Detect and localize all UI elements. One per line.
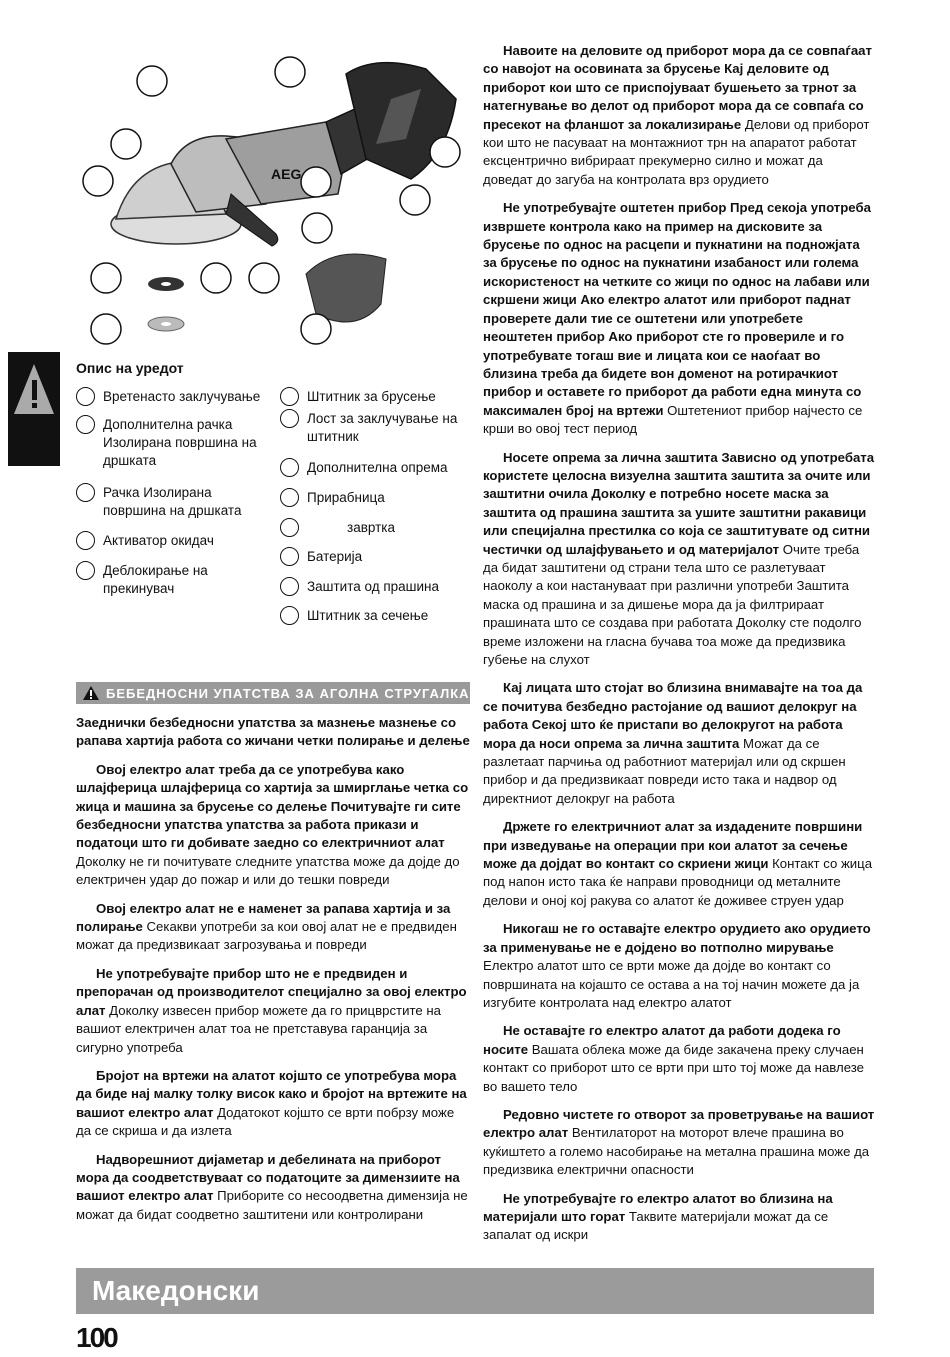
- callout-circle-icon: [280, 577, 299, 596]
- paragraph: Надворешниот дијаметар и дебелината на приборот мора да соодветствуваат со податоците за димензиите на вашиот електро алат Приборите со несоодветна димензија не можат да бидат соодветно заштитени или контролирани: [76, 1151, 468, 1222]
- warning-side-tab: [8, 352, 60, 466]
- part-item: [280, 489, 470, 507]
- callout-circle-icon: [280, 518, 299, 537]
- paragraph: Заеднички безбедносни упатства за мазнење мазнење со рапава хартија работа со жичани четки полирање и делење: [76, 715, 470, 749]
- page-number: 100: [76, 1322, 117, 1353]
- paragraph: Носете опрема за лична заштита Зависно од употребата користете целосна визуелна заштита заштита за очите или заштитни очила Доколку е потребно носете маска за заштита од прашина заштита за ушите заштитни ракавици или специјална престилка со која се заштитувате од ситни честички од шлајфувањето и од материјалот Очите треба да бидат заштитени од страни тела што се разлетуваат наоколу а кои настануваат при различни употреби Заштита маска од прашина и за дишење мора да ја филтрираат прашината што се создава при работата Доколку сте подолго време изложени на гласна бучава тоа може да предизвика губење на слухот: [483, 449, 875, 667]
- part-label: Штитник за брусење: [307, 389, 436, 404]
- paragraph: Овој електро алат не е наменет за рапава хартија и за полирање Секакви употреби за кои овој алат не е предвиден можат да предизвикаат загрозувања и повреди: [76, 900, 457, 953]
- part-label: Рачка Изолирана површина на дршката: [103, 485, 242, 518]
- safety-banner: [76, 682, 470, 704]
- callout-circle-icon: [280, 409, 299, 428]
- paragraph: Никогаш не го оставајте електро орудието ако орудието за применување не е дојдено во потполно мирување Електро алатот што се врти може да дојде во контакт со површината на којашто се остава а на тој начин можете да ја изгубите контролата над електро алатот: [483, 921, 871, 1010]
- parts-list: [76, 388, 470, 668]
- paragraph: Не оставајте го електро алатот да работи додека го носите Вашата облека може да биде закачена преку случаен контакт со приборот што се врти при што тој може да навлезе во вашето тело: [483, 1023, 864, 1094]
- part-label: Прирабница: [307, 490, 385, 505]
- paragraph: Редовно чистете го отворот за проветрување на вашиот електро алат Вентилаторот на моторот влече прашина во куќиштето а големо насобирање на метална прашина може да предизвика електрични опасности: [483, 1106, 875, 1178]
- part-item: [280, 578, 470, 596]
- part-item: [76, 484, 276, 520]
- left-text: [76, 714, 470, 1224]
- part-label: Активатор окидач: [103, 533, 214, 548]
- callout-circle-icon: [76, 387, 95, 406]
- left-column: [76, 360, 470, 1234]
- part-label: Дополнителна опрема: [307, 460, 448, 475]
- part-label: Заштита од прашина: [307, 579, 440, 594]
- warning-icon: [82, 685, 100, 701]
- part-label: Деблокирање на прекинувач: [103, 563, 208, 596]
- language-footer: [76, 1268, 874, 1314]
- product-illustration: [76, 44, 476, 354]
- part-item: [280, 519, 470, 537]
- part-item: [280, 607, 470, 625]
- part-label: завртка: [347, 520, 395, 535]
- part-label: Штитник за сечење: [307, 608, 429, 623]
- callout-circle-icon: [76, 415, 95, 434]
- section-title: Опис на уредот: [76, 360, 184, 376]
- callout-circle-icon: [76, 561, 95, 580]
- part-label: Вретенасто заклучување: [103, 389, 261, 404]
- part-item: [280, 548, 470, 566]
- callout-circle-icon: [280, 387, 299, 406]
- part-item: [280, 410, 470, 446]
- footer-language-label: Македонски: [92, 1275, 260, 1306]
- part-label: Дополнителна рачка Изолирана површина на дршката: [103, 417, 257, 468]
- paragraph: Навоите на деловите од приборот мора да се совпаѓаат со навојот на осовината за брусење Кај деловите од приборот кои што се приспојуваат бушењето за трнот за натегнување во делот од приборот мора да се совпаѓа со пресекот на фланшот за локализирање Делови од прибoрот кои што не пасуваат на монтажниот трн на апаратот работат ексцентрично вибрираат прекумерно силно и можат да доведат до загуба на контролата врз орудието: [483, 43, 872, 187]
- paragraph: Не употребувајте го електро алатот во близина на материјали што горат Таквите материјали можат да се запалат од искри: [483, 1190, 833, 1243]
- paragraph: Овој електро алат треба да се употребува како шлајферица шлајферица со хартија за шмирглање четка со жица и машина за брусење со делење Почитувајте ги сите безбедносни упатства упатства за работа прикази и податоци што ги добивате заедно со електричниот алат Доколку не ги почитувате следните упатства може да дојде до електричен удар до пожар и или до тешки повреди: [76, 761, 469, 888]
- paragraph: Не употребувајте прибор што не е предвиден и препорачан од производителот специјално за овој електро алат Доколку извесен прибор можете да го прицврстите на вашиот електричен алат тоа не претставува гаранција за сигурно употреба: [76, 965, 467, 1055]
- part-item: [76, 416, 276, 470]
- brand-logo: AEG: [271, 166, 302, 182]
- paragraph: Бројот на вртежи на алатот којшто се употребува мора да биде нај малку толку висок како и бројот на вртежите на вашиот електро алат Додатокот којштo се врти побрзу може да се скриша и да излета: [76, 1067, 467, 1139]
- part-item: [280, 388, 470, 406]
- right-column: [483, 42, 875, 1255]
- warning-triangle-icon: [12, 358, 56, 418]
- callout-circle-icon: [280, 547, 299, 566]
- callout-circle-icon: [280, 606, 299, 625]
- callout-circle-icon: [76, 483, 95, 502]
- paragraph: Не употребувајте оштетен прибор Пред секоја употреба извршете контрола како на пример на дисковите за брусење по однос на расцепи и пукнатини на подножјата за брусење по однос на пукнатини изабаност или голема искористеност на четките со жици по однос на лабави или скршени жици Ако електро алатот или приборот паднат проверете дали тие се оштетени или употребете неоштетен прибор Ако приборот сте го провериле и го употребувате тогаш вие и лицата кои се наоѓаат во близина треба да бидете вон доменот на ротирачкиот прибор и оставете го приборот да работи една минута со максимален број на вртежи Оштетениот прибор најчесто се крши во овој тест период: [483, 200, 871, 437]
- banner-title: БЕБЕДНОСНИ УПАТСТВА ЗА АГОЛНА СТРУГАЛКА: [106, 685, 470, 701]
- callout-circle-icon: [76, 531, 95, 550]
- part-item: [76, 532, 276, 550]
- paragraph: Држете го електричниот алат за издадените површини при изведување на операции при кои алатот за сечење може да дојдат во контакт со скриени жици Контакт со жица под напон исто така ќе направи проводници од металните делови и оној кој ракува со алатот ќе доживее струен удар: [483, 819, 873, 908]
- part-item: [76, 388, 276, 406]
- part-item: [280, 459, 470, 477]
- callout-circle-icon: [280, 458, 299, 477]
- part-item: [76, 562, 276, 598]
- part-label: Лост за заклучување на штитник: [307, 411, 458, 444]
- callout-circle-icon: [280, 488, 299, 507]
- part-label: Батерија: [307, 549, 363, 564]
- paragraph: Кај лицата што стојат во близина внимавајте на тоа да се почитува безбедно растојание од вашиот делокруг на работа Секој што ќе пристапи во делокругот на работа мора да носи опрема за лична заштита Можат да се разлетаат парчиња од работниот материјал или од скршен прибор и да предизвикаат повреди исто така и надвор од директниот делокруг на работа: [483, 680, 863, 806]
